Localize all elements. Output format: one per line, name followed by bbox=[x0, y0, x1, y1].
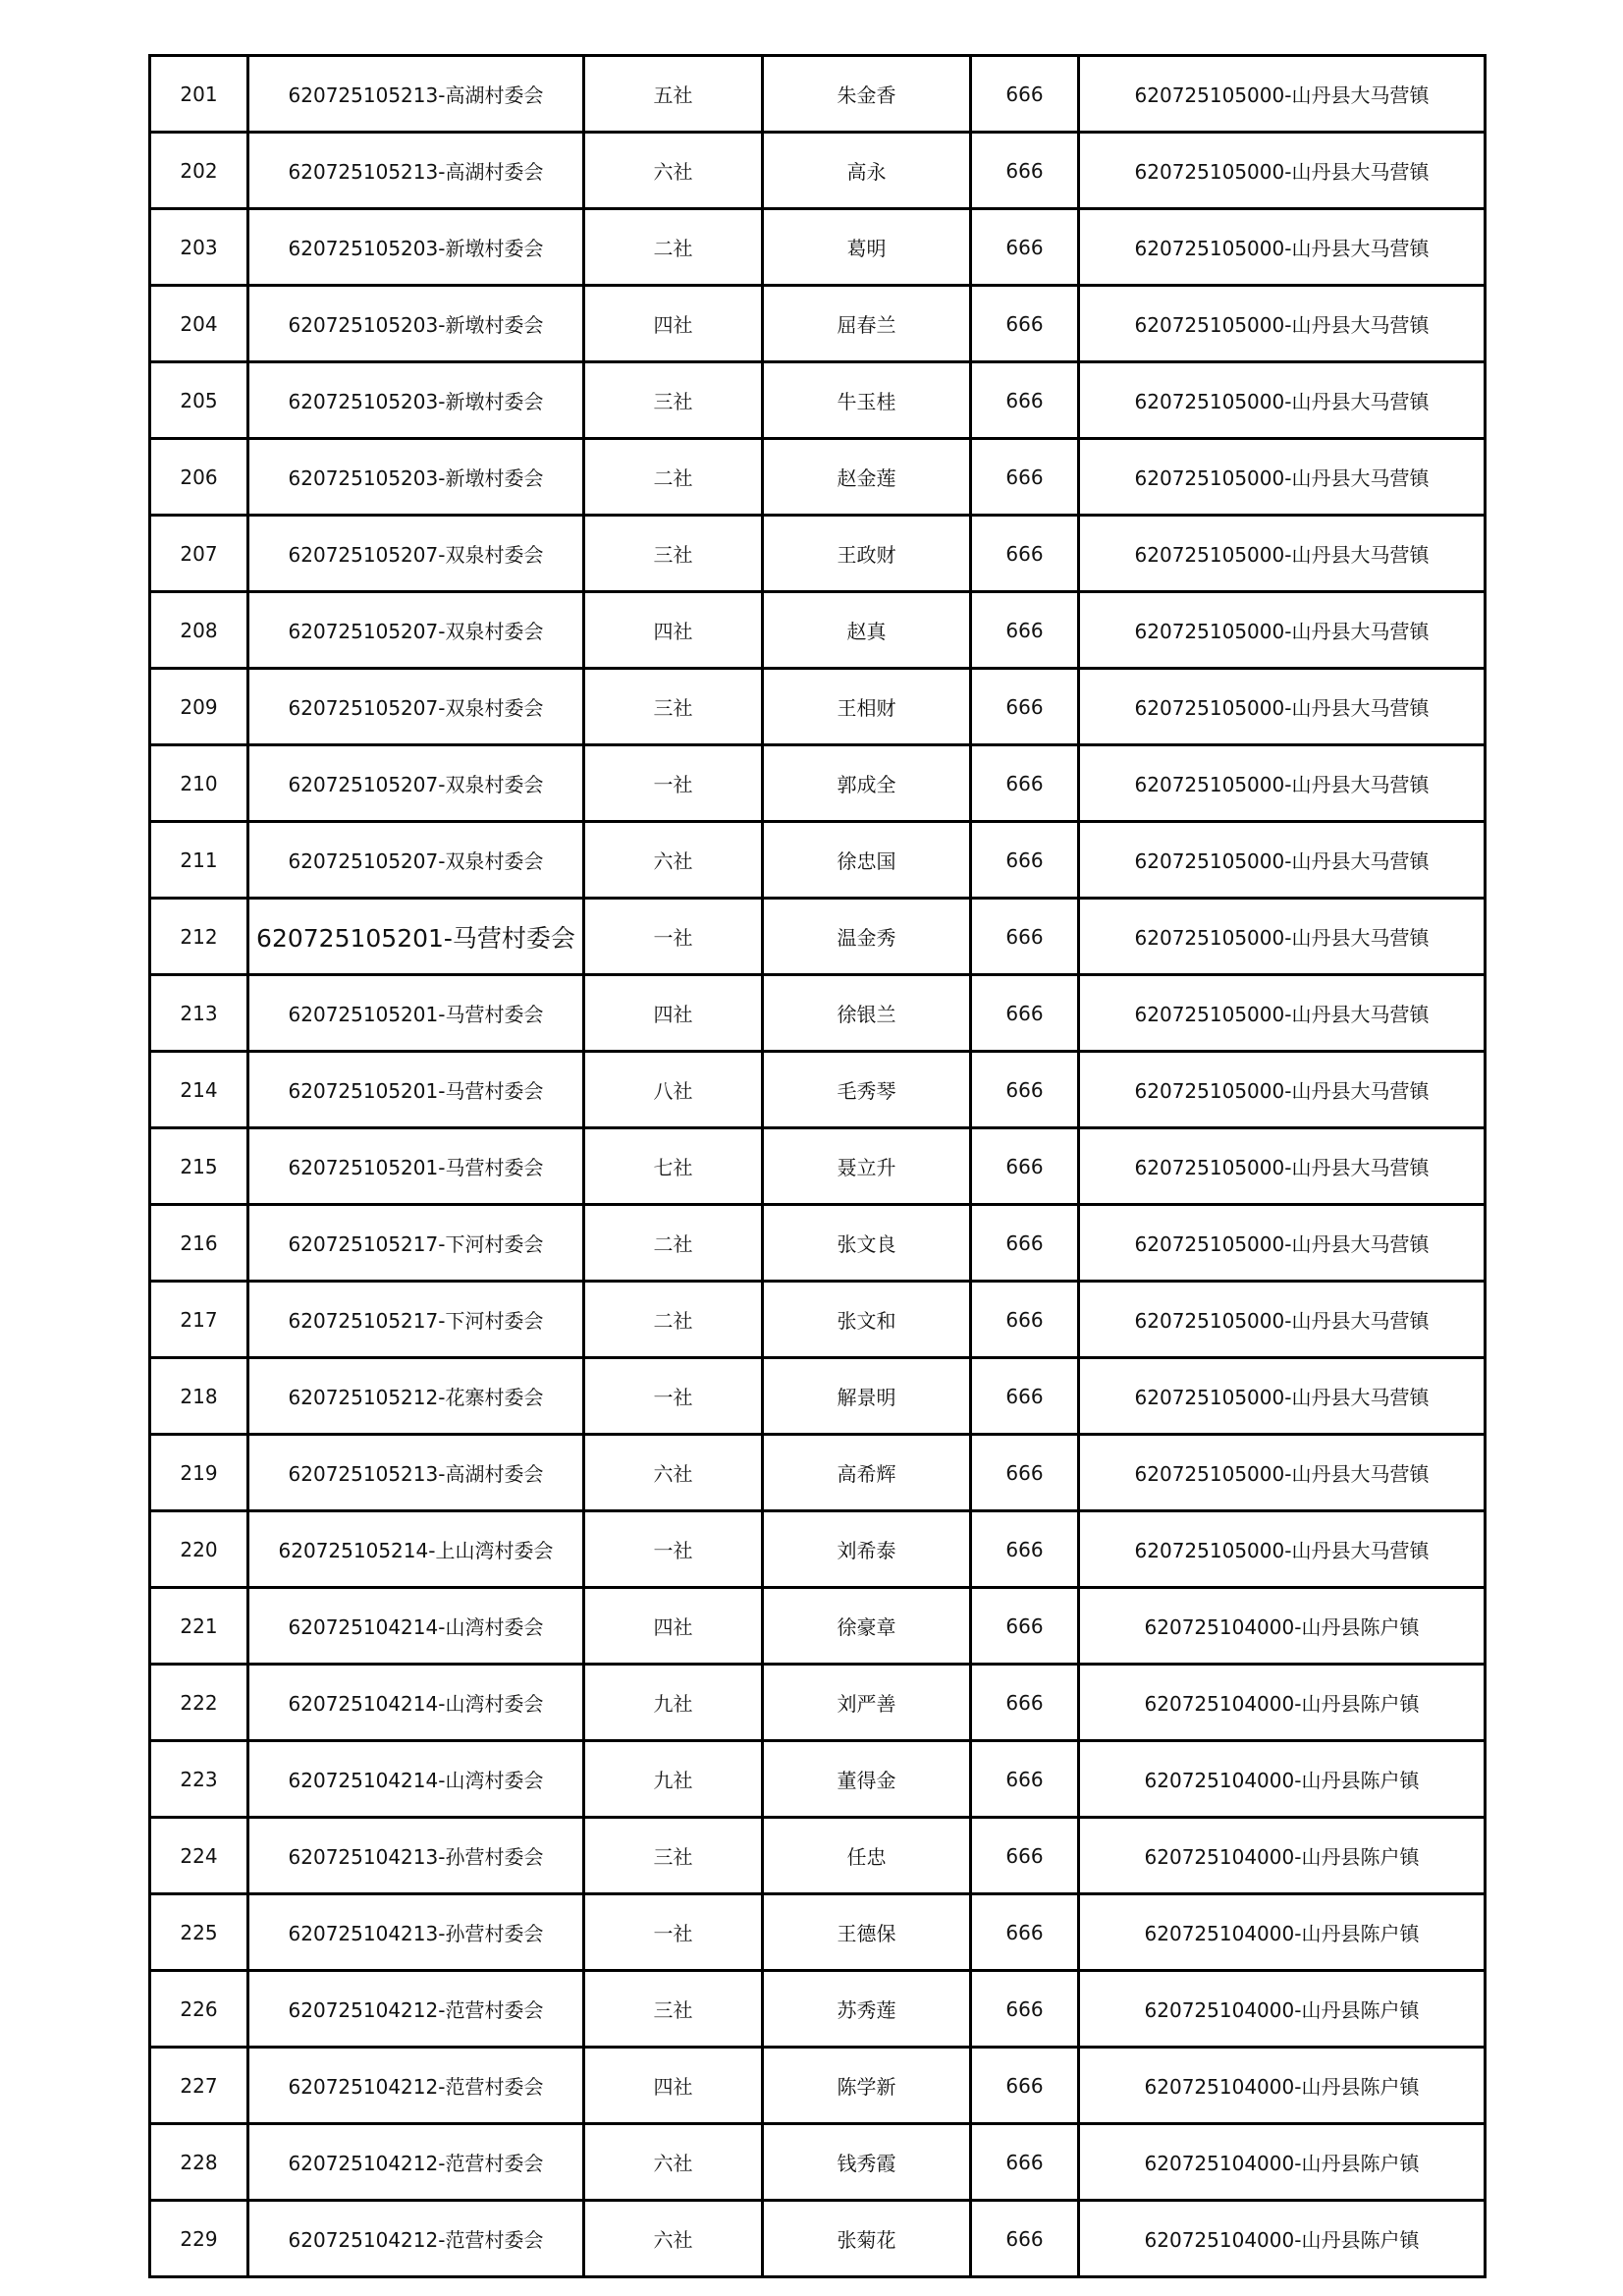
cell-person-name: 张文良 bbox=[763, 1205, 971, 1282]
cell-row-number: 222 bbox=[150, 1665, 248, 1741]
cell-row-number: 227 bbox=[150, 2048, 248, 2124]
cell-village-group: 一社 bbox=[584, 899, 763, 975]
cell-village-group: 四社 bbox=[584, 2048, 763, 2124]
cell-code: 666 bbox=[971, 1971, 1079, 2048]
cell-village-committee: 620725105201-马营村委会 bbox=[248, 899, 584, 975]
cell-person-name: 任忠 bbox=[763, 1818, 971, 1894]
cell-town: 620725105000-山丹县大马营镇 bbox=[1079, 1511, 1486, 1588]
cell-village-committee: 620725105201-马营村委会 bbox=[248, 1052, 584, 1128]
cell-code: 666 bbox=[971, 899, 1079, 975]
cell-row-number: 206 bbox=[150, 439, 248, 516]
cell-village-committee: 620725105201-马营村委会 bbox=[248, 975, 584, 1052]
cell-town: 620725104000-山丹县陈户镇 bbox=[1079, 2201, 1486, 2277]
cell-village-committee: 620725104214-山湾村委会 bbox=[248, 1665, 584, 1741]
cell-town: 620725105000-山丹县大马营镇 bbox=[1079, 1435, 1486, 1511]
cell-village-group: 三社 bbox=[584, 362, 763, 439]
cell-code: 666 bbox=[971, 1741, 1079, 1818]
cell-town: 620725105000-山丹县大马营镇 bbox=[1079, 133, 1486, 209]
cell-village-committee: 620725104213-孙营村委会 bbox=[248, 1818, 584, 1894]
cell-code: 666 bbox=[971, 56, 1079, 133]
cell-village-group: 三社 bbox=[584, 1818, 763, 1894]
cell-town: 620725105000-山丹县大马营镇 bbox=[1079, 56, 1486, 133]
cell-person-name: 徐银兰 bbox=[763, 975, 971, 1052]
table-row bbox=[150, 1971, 1486, 2048]
cell-village-committee: 620725105207-双泉村委会 bbox=[248, 822, 584, 899]
cell-code: 666 bbox=[971, 1818, 1079, 1894]
cell-town: 620725105000-山丹县大马营镇 bbox=[1079, 362, 1486, 439]
cell-town: 620725105000-山丹县大马营镇 bbox=[1079, 439, 1486, 516]
table-row bbox=[150, 899, 1486, 975]
cell-village-committee: 620725105203-新墩村委会 bbox=[248, 439, 584, 516]
cell-village-committee: 620725104214-山湾村委会 bbox=[248, 1588, 584, 1665]
cell-village-group: 四社 bbox=[584, 1588, 763, 1665]
cell-town: 620725104000-山丹县陈户镇 bbox=[1079, 1894, 1486, 1971]
cell-code: 666 bbox=[971, 1052, 1079, 1128]
cell-row-number: 213 bbox=[150, 975, 248, 1052]
cell-village-committee: 620725104212-范营村委会 bbox=[248, 2201, 584, 2277]
cell-code: 666 bbox=[971, 209, 1079, 286]
cell-village-committee: 620725105207-双泉村委会 bbox=[248, 745, 584, 822]
cell-village-committee: 620725105213-高湖村委会 bbox=[248, 56, 584, 133]
cell-person-name: 温金秀 bbox=[763, 899, 971, 975]
cell-row-number: 215 bbox=[150, 1128, 248, 1205]
cell-person-name: 王相财 bbox=[763, 669, 971, 745]
cell-row-number: 212 bbox=[150, 899, 248, 975]
cell-town: 620725105000-山丹县大马营镇 bbox=[1079, 975, 1486, 1052]
cell-person-name: 郭成全 bbox=[763, 745, 971, 822]
cell-village-group: 七社 bbox=[584, 1128, 763, 1205]
table-row bbox=[150, 1818, 1486, 1894]
cell-village-committee: 620725105213-高湖村委会 bbox=[248, 133, 584, 209]
table-row bbox=[150, 1741, 1486, 1818]
cell-village-group: 二社 bbox=[584, 209, 763, 286]
cell-code: 666 bbox=[971, 133, 1079, 209]
cell-code: 666 bbox=[971, 1358, 1079, 1435]
cell-code: 666 bbox=[971, 286, 1079, 362]
cell-row-number: 225 bbox=[150, 1894, 248, 1971]
cell-row-number: 203 bbox=[150, 209, 248, 286]
table-row bbox=[150, 1128, 1486, 1205]
cell-code: 666 bbox=[971, 1282, 1079, 1358]
cell-row-number: 229 bbox=[150, 2201, 248, 2277]
cell-town: 620725105000-山丹县大马营镇 bbox=[1079, 822, 1486, 899]
cell-town: 620725105000-山丹县大马营镇 bbox=[1079, 1128, 1486, 1205]
cell-village-committee: 620725105207-双泉村委会 bbox=[248, 516, 584, 592]
cell-town: 620725104000-山丹县陈户镇 bbox=[1079, 1971, 1486, 2048]
table-row bbox=[150, 1665, 1486, 1741]
cell-village-group: 一社 bbox=[584, 1894, 763, 1971]
cell-code: 666 bbox=[971, 2048, 1079, 2124]
cell-village-group: 二社 bbox=[584, 439, 763, 516]
cell-code: 666 bbox=[971, 975, 1079, 1052]
cell-code: 666 bbox=[971, 1128, 1079, 1205]
table-row bbox=[150, 975, 1486, 1052]
cell-person-name: 陈学新 bbox=[763, 2048, 971, 2124]
table-row bbox=[150, 362, 1486, 439]
cell-row-number: 209 bbox=[150, 669, 248, 745]
cell-person-name: 刘希泰 bbox=[763, 1511, 971, 1588]
cell-code: 666 bbox=[971, 1665, 1079, 1741]
cell-row-number: 216 bbox=[150, 1205, 248, 1282]
cell-row-number: 211 bbox=[150, 822, 248, 899]
cell-town: 620725105000-山丹县大马营镇 bbox=[1079, 745, 1486, 822]
cell-person-name: 钱秀霞 bbox=[763, 2124, 971, 2201]
cell-row-number: 220 bbox=[150, 1511, 248, 1588]
cell-row-number: 208 bbox=[150, 592, 248, 669]
cell-row-number: 217 bbox=[150, 1282, 248, 1358]
cell-row-number: 201 bbox=[150, 56, 248, 133]
table-row bbox=[150, 516, 1486, 592]
cell-village-group: 六社 bbox=[584, 2124, 763, 2201]
cell-village-committee: 620725104212-范营村委会 bbox=[248, 2048, 584, 2124]
table-row bbox=[150, 1511, 1486, 1588]
cell-village-group: 二社 bbox=[584, 1205, 763, 1282]
cell-village-group: 一社 bbox=[584, 1358, 763, 1435]
cell-village-committee: 620725104212-范营村委会 bbox=[248, 2124, 584, 2201]
table-row bbox=[150, 669, 1486, 745]
cell-person-name: 王政财 bbox=[763, 516, 971, 592]
cell-person-name: 董得金 bbox=[763, 1741, 971, 1818]
cell-village-group: 九社 bbox=[584, 1741, 763, 1818]
cell-row-number: 218 bbox=[150, 1358, 248, 1435]
cell-person-name: 聂立升 bbox=[763, 1128, 971, 1205]
cell-person-name: 牛玉桂 bbox=[763, 362, 971, 439]
cell-village-committee: 620725104214-山湾村委会 bbox=[248, 1741, 584, 1818]
table-row bbox=[150, 1435, 1486, 1511]
cell-village-group: 六社 bbox=[584, 2201, 763, 2277]
cell-code: 666 bbox=[971, 1205, 1079, 1282]
cell-person-name: 张文和 bbox=[763, 1282, 971, 1358]
table-row bbox=[150, 133, 1486, 209]
table-row bbox=[150, 2048, 1486, 2124]
table-row bbox=[150, 1894, 1486, 1971]
cell-village-committee: 620725105203-新墩村委会 bbox=[248, 286, 584, 362]
cell-village-committee: 620725105203-新墩村委会 bbox=[248, 209, 584, 286]
cell-town: 620725104000-山丹县陈户镇 bbox=[1079, 1588, 1486, 1665]
cell-town: 620725104000-山丹县陈户镇 bbox=[1079, 2124, 1486, 2201]
table-row bbox=[150, 286, 1486, 362]
cell-town: 620725105000-山丹县大马营镇 bbox=[1079, 899, 1486, 975]
cell-row-number: 204 bbox=[150, 286, 248, 362]
cell-village-group: 三社 bbox=[584, 669, 763, 745]
cell-person-name: 高希辉 bbox=[763, 1435, 971, 1511]
cell-code: 666 bbox=[971, 592, 1079, 669]
cell-village-group: 五社 bbox=[584, 56, 763, 133]
cell-code: 666 bbox=[971, 2201, 1079, 2277]
cell-town: 620725105000-山丹县大马营镇 bbox=[1079, 669, 1486, 745]
cell-person-name: 苏秀莲 bbox=[763, 1971, 971, 2048]
table-row bbox=[150, 1358, 1486, 1435]
cell-village-group: 四社 bbox=[584, 975, 763, 1052]
cell-row-number: 221 bbox=[150, 1588, 248, 1665]
cell-town: 620725104000-山丹县陈户镇 bbox=[1079, 1665, 1486, 1741]
cell-village-committee: 620725104212-范营村委会 bbox=[248, 1971, 584, 2048]
cell-row-number: 214 bbox=[150, 1052, 248, 1128]
cell-person-name: 徐忠国 bbox=[763, 822, 971, 899]
cell-village-group: 六社 bbox=[584, 133, 763, 209]
cell-code: 666 bbox=[971, 2124, 1079, 2201]
cell-village-group: 一社 bbox=[584, 1511, 763, 1588]
table-body bbox=[150, 56, 1486, 2277]
cell-town: 620725105000-山丹县大马营镇 bbox=[1079, 1052, 1486, 1128]
cell-person-name: 徐豪章 bbox=[763, 1588, 971, 1665]
cell-code: 666 bbox=[971, 362, 1079, 439]
cell-village-committee: 620725104213-孙营村委会 bbox=[248, 1894, 584, 1971]
cell-person-name: 屈春兰 bbox=[763, 286, 971, 362]
cell-person-name: 刘严善 bbox=[763, 1665, 971, 1741]
cell-row-number: 207 bbox=[150, 516, 248, 592]
cell-town: 620725105000-山丹县大马营镇 bbox=[1079, 1282, 1486, 1358]
cell-code: 666 bbox=[971, 516, 1079, 592]
table-row bbox=[150, 1052, 1486, 1128]
cell-person-name: 赵金莲 bbox=[763, 439, 971, 516]
cell-person-name: 张菊花 bbox=[763, 2201, 971, 2277]
cell-code: 666 bbox=[971, 1511, 1079, 1588]
cell-village-group: 三社 bbox=[584, 1971, 763, 2048]
cell-row-number: 226 bbox=[150, 1971, 248, 2048]
table-row bbox=[150, 1588, 1486, 1665]
cell-code: 666 bbox=[971, 1894, 1079, 1971]
cell-village-group: 三社 bbox=[584, 516, 763, 592]
table-row bbox=[150, 2201, 1486, 2277]
cell-town: 620725105000-山丹县大马营镇 bbox=[1079, 1205, 1486, 1282]
cell-village-group: 九社 bbox=[584, 1665, 763, 1741]
cell-town: 620725104000-山丹县陈户镇 bbox=[1079, 2048, 1486, 2124]
cell-town: 620725105000-山丹县大马营镇 bbox=[1079, 209, 1486, 286]
cell-person-name: 赵真 bbox=[763, 592, 971, 669]
cell-village-group: 二社 bbox=[584, 1282, 763, 1358]
cell-town: 620725104000-山丹县陈户镇 bbox=[1079, 1818, 1486, 1894]
cell-village-committee: 620725105213-高湖村委会 bbox=[248, 1435, 584, 1511]
cell-village-committee: 620725105203-新墩村委会 bbox=[248, 362, 584, 439]
cell-row-number: 219 bbox=[150, 1435, 248, 1511]
cell-village-group: 六社 bbox=[584, 1435, 763, 1511]
table-row bbox=[150, 1282, 1486, 1358]
cell-town: 620725105000-山丹县大马营镇 bbox=[1079, 286, 1486, 362]
cell-town: 620725105000-山丹县大马营镇 bbox=[1079, 516, 1486, 592]
cell-village-committee: 620725105201-马营村委会 bbox=[248, 1128, 584, 1205]
table-row bbox=[150, 822, 1486, 899]
cell-village-group: 四社 bbox=[584, 592, 763, 669]
cell-village-committee: 620725105217-下河村委会 bbox=[248, 1282, 584, 1358]
cell-code: 666 bbox=[971, 822, 1079, 899]
cell-village-committee: 620725105212-花寨村委会 bbox=[248, 1358, 584, 1435]
cell-village-committee: 620725105207-双泉村委会 bbox=[248, 669, 584, 745]
table-row bbox=[150, 2124, 1486, 2201]
cell-village-group: 一社 bbox=[584, 745, 763, 822]
cell-town: 620725105000-山丹县大马营镇 bbox=[1079, 592, 1486, 669]
cell-town: 620725104000-山丹县陈户镇 bbox=[1079, 1741, 1486, 1818]
cell-row-number: 205 bbox=[150, 362, 248, 439]
cell-person-name: 高永 bbox=[763, 133, 971, 209]
cell-village-group: 四社 bbox=[584, 286, 763, 362]
cell-row-number: 224 bbox=[150, 1818, 248, 1894]
cell-person-name: 毛秀琴 bbox=[763, 1052, 971, 1128]
table-row bbox=[150, 56, 1486, 133]
cell-code: 666 bbox=[971, 439, 1079, 516]
table-row bbox=[150, 439, 1486, 516]
cell-village-committee: 620725105207-双泉村委会 bbox=[248, 592, 584, 669]
cell-person-name: 解景明 bbox=[763, 1358, 971, 1435]
data-table bbox=[148, 54, 1487, 2278]
cell-row-number: 202 bbox=[150, 133, 248, 209]
cell-village-group: 八社 bbox=[584, 1052, 763, 1128]
cell-village-committee: 620725105217-下河村委会 bbox=[248, 1205, 584, 1282]
table-row bbox=[150, 592, 1486, 669]
cell-town: 620725105000-山丹县大马营镇 bbox=[1079, 1358, 1486, 1435]
cell-village-committee: 620725105214-上山湾村委会 bbox=[248, 1511, 584, 1588]
cell-row-number: 223 bbox=[150, 1741, 248, 1818]
table-row bbox=[150, 209, 1486, 286]
table-row bbox=[150, 1205, 1486, 1282]
cell-person-name: 朱金香 bbox=[763, 56, 971, 133]
cell-person-name: 葛明 bbox=[763, 209, 971, 286]
cell-code: 666 bbox=[971, 745, 1079, 822]
cell-code: 666 bbox=[971, 1588, 1079, 1665]
cell-row-number: 228 bbox=[150, 2124, 248, 2201]
cell-row-number: 210 bbox=[150, 745, 248, 822]
cell-code: 666 bbox=[971, 669, 1079, 745]
table-row bbox=[150, 745, 1486, 822]
cell-code: 666 bbox=[971, 1435, 1079, 1511]
cell-person-name: 王德保 bbox=[763, 1894, 971, 1971]
cell-village-group: 六社 bbox=[584, 822, 763, 899]
